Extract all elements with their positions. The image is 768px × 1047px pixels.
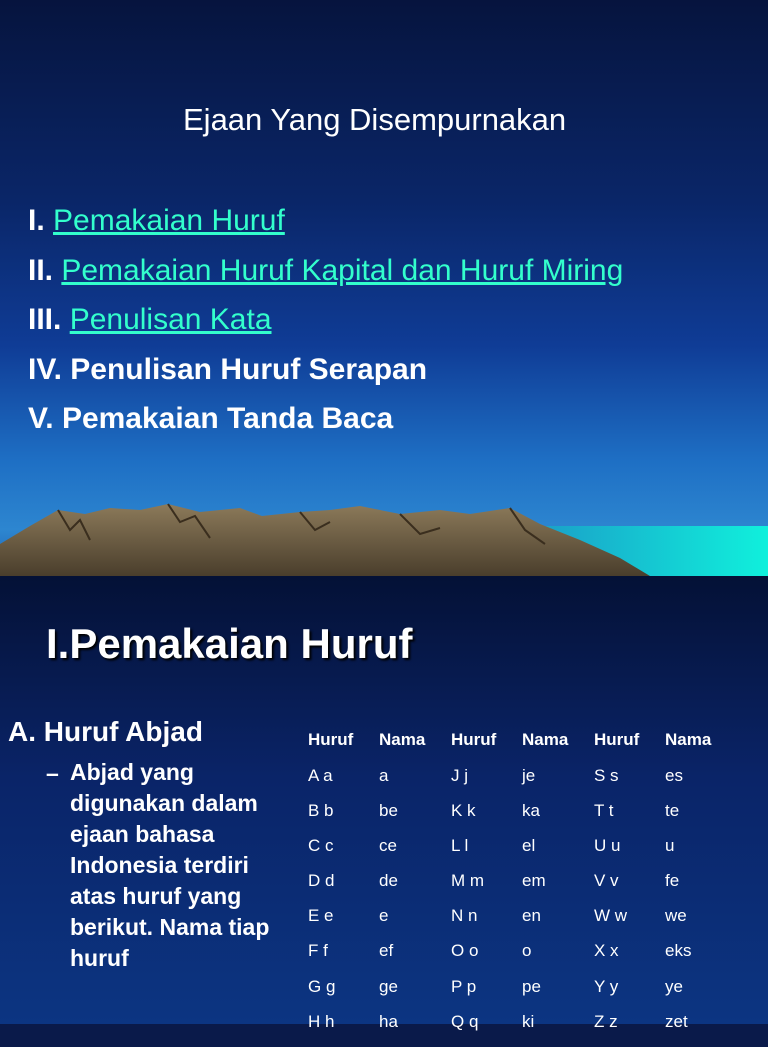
table-cell: L l (451, 836, 469, 855)
table-cell: zet (665, 1012, 688, 1031)
toc-link-penulisan-kata[interactable]: Penulisan Kata (69, 303, 272, 336)
toc-num-3: III. (28, 303, 62, 336)
table-cell: O o (451, 941, 479, 960)
table-cell: B b (308, 801, 334, 820)
bullet-dash: – (46, 760, 59, 786)
table-cell: T t (594, 801, 614, 820)
toc-list (28, 198, 623, 446)
table-cell: G g (308, 977, 336, 996)
table-cell: Z z (594, 1012, 618, 1031)
table-cell: be (379, 801, 398, 820)
table-cell: A a (308, 766, 333, 785)
table-cell: en (522, 906, 541, 925)
table-cell: ye (665, 977, 683, 996)
table-cell: U u (594, 836, 621, 855)
toc-item-4 (28, 347, 623, 397)
toc-num-1: I. (28, 204, 45, 237)
slide2-title: I.Pemakaian Huruf (46, 620, 413, 667)
table-cell: we (665, 906, 687, 925)
table-cell: Y y (594, 977, 619, 996)
table-cell: ha (379, 1012, 398, 1031)
mountain-landscape-illustration (0, 500, 768, 576)
table-cell: N n (451, 906, 478, 925)
bullet-paragraph: Abjad yang digunakan dalam ejaan bahasa Indonesia terdiri atas huruf yang berikut. Nama tiap huruf (70, 759, 270, 971)
table-cell: S s (594, 766, 619, 785)
header-cell: Huruf (451, 730, 497, 749)
table-cell: de (379, 871, 398, 890)
table-cell: el (522, 836, 536, 855)
table-cell: o (522, 941, 532, 960)
table-cell: a (379, 766, 389, 785)
toc-link-huruf-kapital[interactable]: Pemakaian Huruf Kapital dan Huruf Miring (61, 253, 624, 287)
table-cell: e (379, 906, 389, 925)
header-cell: Nama (522, 730, 569, 749)
table-cell: J j (451, 766, 468, 785)
table-cell: je (522, 766, 536, 785)
table-cell: eks (665, 941, 692, 960)
table-cell: M m (451, 871, 485, 890)
table-cell: ef (379, 941, 394, 960)
table-cell: H h (308, 1012, 335, 1031)
table-cell: ka (522, 801, 540, 820)
toc-num-5: V. (28, 402, 54, 435)
toc-item-2 (28, 248, 623, 298)
subheading-huruf-abjad: A. Huruf Abjad (8, 716, 203, 747)
table-cell: C c (308, 836, 334, 855)
toc-text-huruf-serapan: Penulisan Huruf Serapan (70, 352, 428, 386)
mountain-range-shape (0, 504, 650, 576)
table-cell: D d (308, 871, 335, 890)
table-cell: K k (451, 801, 476, 820)
header-cell: Huruf (594, 730, 640, 749)
toc-num-4: IV. (28, 352, 62, 386)
table-cell: pe (522, 977, 541, 996)
table-cell: V v (594, 871, 619, 890)
table-cell: fe (665, 871, 680, 890)
table-cell: X x (594, 941, 619, 960)
table-cell: P p (451, 977, 477, 996)
toc-link-pemakaian-huruf[interactable]: Pemakaian Huruf (53, 204, 285, 237)
toc-item-1 (28, 198, 623, 248)
header-cell: Nama (665, 730, 712, 749)
table-cell: E e (308, 906, 334, 925)
header-cell: Huruf (308, 730, 354, 749)
table-cell: ki (522, 1012, 535, 1031)
table-cell: Q q (451, 1012, 479, 1031)
table-cell: ge (379, 977, 398, 996)
toc-num-2: II. (28, 253, 54, 287)
slide1-title: Ejaan Yang Disempurnakan (183, 102, 567, 137)
table-cell: es (665, 766, 683, 785)
header-cell: Nama (379, 730, 426, 749)
table-cell: ce (379, 836, 397, 855)
toc-item-3 (28, 297, 623, 347)
table-cell: u (665, 836, 675, 855)
table-cell: em (522, 871, 546, 890)
table-cell: W w (594, 906, 628, 925)
table-cell: F f (308, 941, 328, 960)
toc-text-tanda-baca: Pemakaian Tanda Baca (61, 402, 394, 435)
table-cell: te (665, 801, 680, 820)
toc-item-5 (28, 396, 623, 446)
